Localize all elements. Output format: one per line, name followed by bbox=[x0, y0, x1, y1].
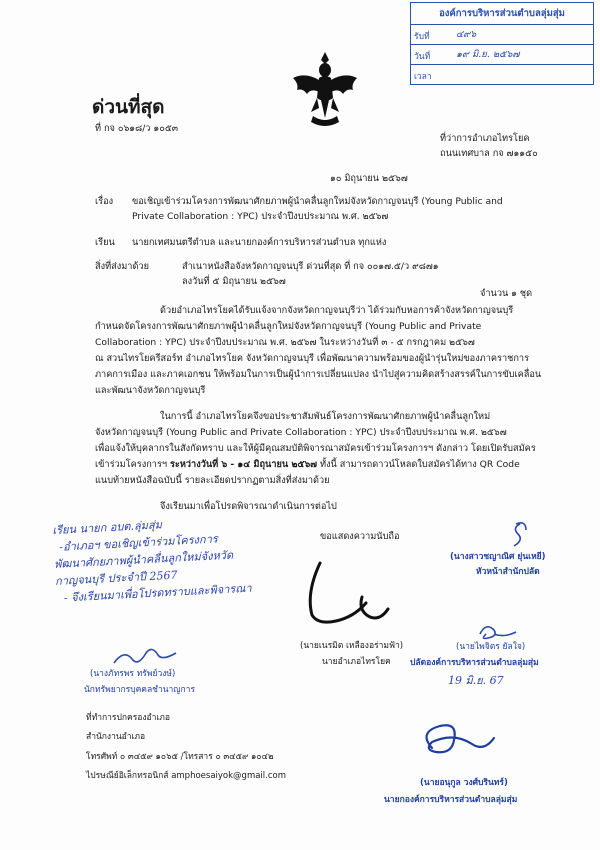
clerk-name: (นางสาวชญาณิศ ยุ่นเหยี) bbox=[450, 552, 546, 562]
to-text: นายกเทศมนตรีตำบล และนายกองค์การบริหารส่วนตำบล ทุกแห่ง bbox=[132, 237, 387, 248]
reference-number: ที่ กจ ๐๖๑๘/ว ๑๐๕๓ bbox=[95, 123, 179, 134]
office-address-line: ถนนเทศบาล กจ ๗๑๑๕๐ bbox=[440, 148, 538, 159]
body-paragraph-line: Collaboration : YPC) ประจำปีงบประมาณ พ.ศ. ๒๕๖๗ ในระหว่างวันที่ ๓ - ๕ กรกฎาคม ๒๕๖๗ bbox=[95, 337, 475, 348]
stamp-key: รับที่ bbox=[414, 32, 430, 42]
staff-title: นักทรัพยากรบุคคลชำนาญการ bbox=[84, 685, 196, 695]
to-label: เรียน bbox=[95, 237, 115, 248]
enclosure-line: สำเนาหนังสือจังหวัดกาญจนบุรี ด่วนที่สุด ที่ กจ ๐๐๑๗.๕/ว ๙๘๗๑ bbox=[182, 261, 439, 272]
stamp-key: วันที่ bbox=[414, 52, 431, 62]
body-paragraph-line: ด้วยอำเภอไทรโยคได้รับแจ้งจากจังหวัดกาญจนบุรีว่า ได้ร่วมกับหอการค้าจังหวัดกาญจนบุรี bbox=[160, 305, 514, 316]
stamp-row-receive-no bbox=[411, 24, 593, 44]
staff-signature bbox=[110, 645, 180, 669]
chief-signature bbox=[410, 718, 502, 774]
district-chief-signature bbox=[300, 555, 405, 630]
footer-line: โทรศัพท์ ๐ ๓๔๕๙ ๑๐๖๕ /โทรสาร ๐ ๓๔๕๙ ๑๐๔๒ bbox=[86, 752, 274, 762]
note-line: -อำเภอฯ ขอเชิญเข้าร่วมโครงการ bbox=[58, 532, 219, 554]
text-segment: ทั้งนี้ สามารถดาวน์โหลดใบสมัครได้ทาง QR Code bbox=[320, 459, 520, 470]
stamp-row-date bbox=[411, 44, 593, 64]
office-address-line: ที่ว่าการอำเภอไทรโยค bbox=[440, 133, 530, 144]
body-paragraph-line: แนบท้ายหนังสือฉบับนี้ รายละเอียดปรากฏตามสิ่งที่ส่งมาด้วย bbox=[95, 475, 330, 486]
body-paragraph-line: ในการนี้ อำเภอไทรโยคจึงขอประชาสัมพันธ์โครงการพัฒนาศักยภาพผู้นำคลื่นลูกใหม่ bbox=[160, 411, 491, 422]
regards-text: ขอแสดงความนับถือ bbox=[320, 531, 400, 542]
footer-line: สำนักงานอำเภอ bbox=[86, 732, 146, 742]
chief-name: (นายอนุกูล วงศ์บรินทร์) bbox=[420, 778, 508, 788]
subject-label: เรื่อง bbox=[95, 196, 114, 207]
footer-line: ไปรษณีย์อิเล็กทรอนิกส์ amphoesaiyok@gmail.com bbox=[86, 771, 287, 781]
body-paragraph-line: จังหวัดกาญจนบุรี (Young Public and Private Collaboration : YPC) ประจำปีงบประมาณ พ.ศ. ๒๕๖๗ bbox=[95, 427, 507, 438]
note-line: - จึงเรียนมาเพื่อโปรดทราบและพิจารณา bbox=[63, 581, 252, 605]
deputy-title: ปลัดองค์การบริหารส่วนตำบลลุ่มสุ่ม bbox=[410, 658, 539, 668]
body-paragraph-line-mixed bbox=[95, 458, 520, 471]
district-chief-name: (นายเนรมิต เหลืองอร่ามฟ้า) bbox=[300, 641, 404, 651]
body-paragraph-line: ณ สวนไทรโยครีสอร์ท อำเภอไทรโยค จังหวัดกาญจนบุรี เพื่อพัฒนาความพร้อมของผู้นำรุ่นใหม่ของภาคราชการ bbox=[95, 353, 530, 364]
deputy-name: (นายไพจิตร ยัลใจ) bbox=[456, 642, 526, 652]
urgency-heading: ด่วนที่สุด bbox=[92, 96, 165, 118]
closing-line: จึงเรียนมาเพื่อโปรดพิจารณาดำเนินการต่อไป bbox=[160, 501, 337, 512]
text-segment: เข้าร่วมโครงการฯ bbox=[95, 459, 168, 470]
clerk-signature bbox=[500, 520, 540, 550]
document-date: ๑๐ มิถุนายน ๒๕๖๗ bbox=[330, 173, 408, 184]
staff-name: (นางภัทรพร ทรัพย์วงษ์) bbox=[90, 669, 176, 679]
receipt-stamp bbox=[410, 2, 594, 85]
handwritten-note bbox=[52, 512, 252, 607]
stamp-key: เวลา bbox=[414, 72, 432, 82]
registration-period: ระหว่างวันที่ ๖ - ๑๔ มิถุนายน ๒๕๖๗ bbox=[169, 459, 318, 470]
body-paragraph-line: ภาคการเมือง และภาคเอกชน ให้พร้อมในการเป็นผู้นำการเปลี่ยนแปลง นำไปสู่ความคิดสร้างสรรค์ในการขับเคลื่อน bbox=[95, 369, 542, 380]
subject-line: Private Collaboration : YPC) ประจำปีงบประมาณ พ.ศ. ๒๕๖๗ bbox=[132, 211, 389, 222]
stamp-value: ๔๙๖ bbox=[456, 29, 477, 40]
clerk-title: หัวหน้าสำนักปลัด bbox=[476, 567, 540, 577]
enclosure-line: ลงวันที่ ๕ มิถุนายน ๒๕๖๗ bbox=[182, 276, 286, 287]
enclosure-label: สิ่งที่ส่งมาด้วย bbox=[95, 261, 149, 272]
enclosure-quantity: จำนวน ๑ ชุด bbox=[480, 288, 533, 299]
deputy-date: 19 มิ.ย. 67 bbox=[448, 674, 504, 687]
note-line: กาญจนบุรี ประจำปี 2567 bbox=[54, 568, 178, 588]
stamp-title: องค์การบริหารส่วนตำบลลุ่มสุ่ม bbox=[439, 8, 565, 19]
subject-line: ขอเชิญเข้าร่วมโครงการพัฒนาศักยภาพผู้นำคลื่นลูกใหม่จังหวัดกาญจนบุรี (Young Public and bbox=[132, 196, 503, 207]
body-paragraph-line: กำหนดจัดโครงการพัฒนาศักยภาพผู้นำคลื่นลูกใหม่จังหวัดกาญจนบุรี (Young Public and Private bbox=[95, 321, 482, 332]
garuda-emblem-icon bbox=[291, 50, 359, 128]
district-chief-title: นายอำเภอไทรโยค bbox=[322, 657, 391, 667]
chief-title: นายกองค์การบริหารส่วนตำบลลุ่มสุ่ม bbox=[384, 795, 518, 805]
body-paragraph-line: และพัฒนาจังหวัดกาญจนบุรี bbox=[95, 385, 206, 396]
note-line: เรียน นายก อบต.ลุ่มสุ่ม bbox=[52, 518, 163, 537]
body-paragraph-line: เพื่อแจ้งให้บุคลากรในสังกัดทราบ และให้ผู้มีคุณสมบัติพิจารณาสมัครเข้าร่วมโครงการฯ ดังกล่าว โดยเปิดรับสมัคร bbox=[95, 443, 536, 454]
note-line: พัฒนาศักยภาพผู้นำคลื่นลูกใหม่จังหวัด bbox=[53, 548, 234, 571]
footer-line: ที่ทำการปกครองอำเภอ bbox=[86, 713, 171, 723]
stamp-value: ๑๙ มิ.ย. ๒๕๖๗ bbox=[456, 49, 520, 60]
stamp-row-time bbox=[411, 64, 593, 84]
